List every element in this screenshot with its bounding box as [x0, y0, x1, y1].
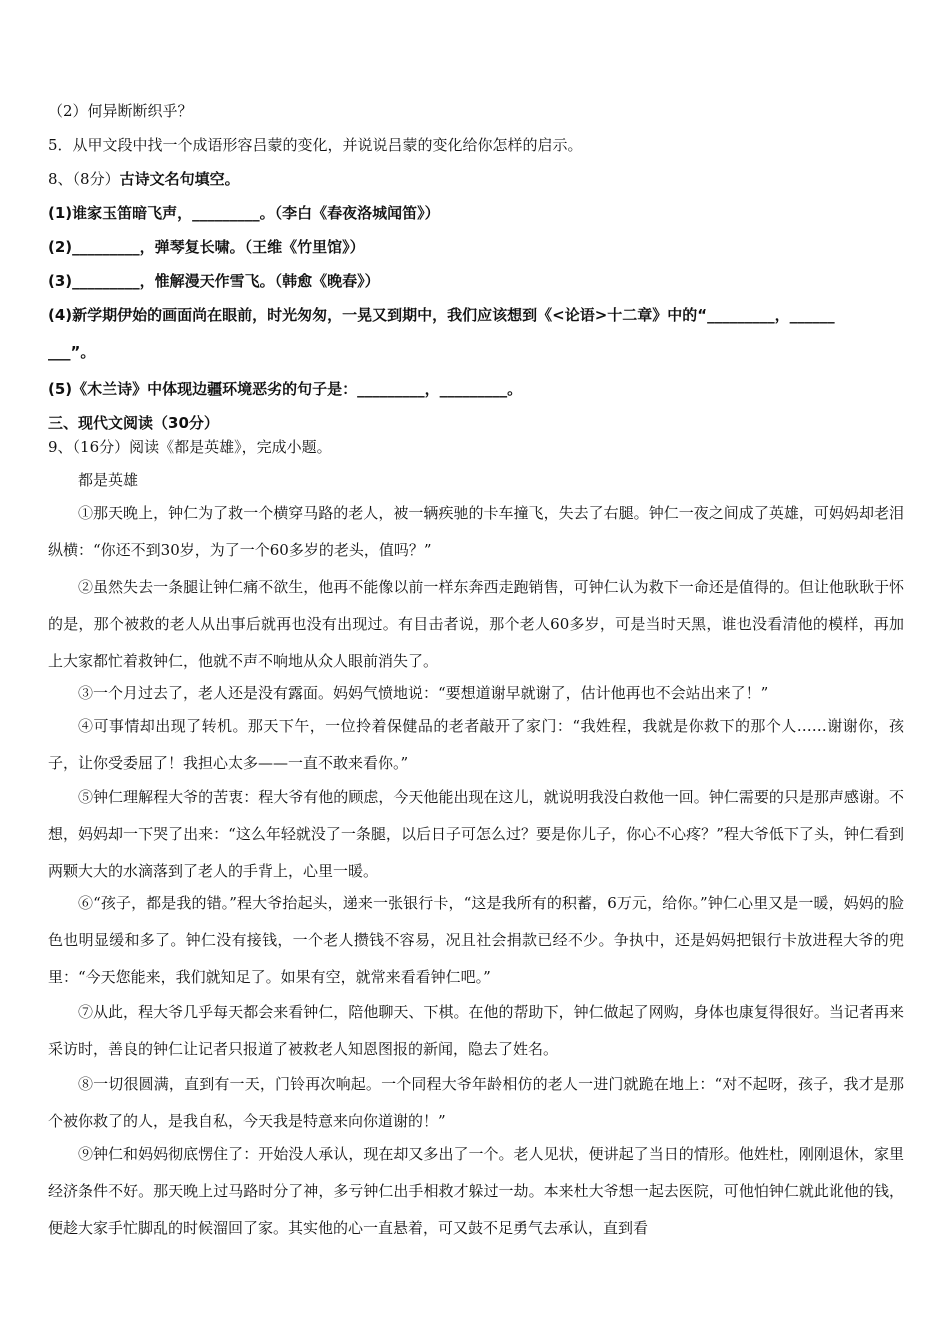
question-8-line-4: (4)新学期伊始的画面尚在眼前，时光匆匆，一晃又到期中，我们应该想到《<论语>十二章》中的“_________，______ — [48, 306, 835, 324]
question-4-2: （2）何异断断织乎？ — [48, 102, 193, 120]
story-paragraph-5: ⑤钟仁理解程大爷的苦衷：程大爷有他的顾虑，今天他能出现在这儿，就说明我没白救他一回。钟仁需要的只是那声感谢。不想，妈妈却一下哭了出来：“这么年轻就没了一条腿，以后日子可怎么过？要是你儿子，你心不心疼？”程大爷低下了头，钟仁看到两颗大大的水滴落到了老人的手背上，心里一暖。 — [48, 788, 904, 880]
question-8-number: 8、（8分） — [48, 170, 120, 188]
story-paragraph-3: ③一个月过去了，老人还是没有露面。妈妈气愤地说：“要想道谢早就谢了，估计他再也不会站出来了！” — [78, 684, 769, 702]
question-9-heading: 9、（16分）阅读《都是英雄》，完成小题。 — [48, 438, 332, 456]
story-paragraph-7: ⑦从此，程大爷几乎每天都会来看钟仁，陪他聊天、下棋。在他的帮助下，钟仁做起了网购，身体也康复得很好。当记者再来采访时，善良的钟仁让记者只报道了被救老人知恩图报的新闻，隐去了姓名。 — [48, 1003, 904, 1058]
question-8-line-3: (3)_________，惟解漫天作雪飞。（韩愈《晚春》） — [48, 272, 380, 290]
question-8-line-5: (5)《木兰诗》中体现边疆环境恶劣的句子是：_________，_________。 — [48, 380, 523, 398]
story-paragraph-6: ⑥“孩子，都是我的错。”程大爷抬起头，递来一张银行卡，“这是我所有的积蓄，6万元，给你。”钟仁心里又是一暖，妈妈的脸色也明显缓和多了。钟仁没有接钱，一个老人攒钱不容易，况且社会捐款已经不少。争执中，还是妈妈把银行卡放进程大爷的兜里：“今天您能来，我们就知足了。如果有空，就常来看看钟仁吧。” — [48, 894, 904, 986]
question-8-line-4-continued: ___”。 — [48, 343, 96, 361]
story-title: 都是英雄 — [78, 471, 139, 489]
story-paragraph-9: ⑨钟仁和妈妈彻底愣住了：开始没人承认，现在却又多出了一个。老人见状，便讲起了当日的情形。他姓杜，刚刚退休，家里经济条件不好。那天晚上过马路时分了神，多亏钟仁出手相救才躲过一劫。本来杜大爷想一起去医院，可他怕钟仁就此讹他的钱，便趁大家手忙脚乱的时候溜回了家。其实他的心一直悬着，可又鼓不足勇气去承认，直到看 — [48, 1145, 904, 1237]
question-8-heading — [48, 168, 240, 189]
story-paragraph-8: ⑧一切很圆满，直到有一天，门铃再次响起。一个同程大爷年龄相仿的老人一进门就跪在地上：“对不起呀，孩子，我才是那个被你救了的人，是我自私，今天我是特意来向你道谢的！” — [48, 1075, 904, 1130]
story-paragraph-1: ①那天晚上，钟仁为了救一个横穿马路的老人，被一辆疾驰的卡车撞飞，失去了右腿。钟仁一夜之间成了英雄，可妈妈却老泪纵横：“你还不到30岁，为了一个60多岁的老头，值吗？” — [48, 504, 904, 559]
question-5: 5．从甲文段中找一个成语形容吕蒙的变化，并说说吕蒙的变化给你怎样的启示。 — [48, 136, 583, 154]
story-paragraph-4: ④可事情却出现了转机。那天下午，一位拎着保健品的老者敲开了家门：“我姓程，我就是你救下的那个人……谢谢你，孩子，让你受委屈了！我担心太多——一直不敢来看你。” — [48, 717, 904, 772]
question-8-line-1: (1)谁家玉笛暗飞声，_________。（李白《春夜洛城闻笛》） — [48, 204, 440, 222]
question-8-title: 古诗文名句填空。 — [119, 170, 240, 188]
question-8-line-2: (2)_________，弹琴复长啸。（王维《竹里馆》） — [48, 238, 365, 256]
section-3-heading: 三、现代文阅读（30分） — [48, 414, 219, 432]
story-paragraph-2: ②虽然失去一条腿让钟仁痛不欲生，他再不能像以前一样东奔西走跑销售，可钟仁认为救下一命还是值得的。但让他耿耿于怀的是，那个被救的老人从出事后就再也没有出现过。有目击者说，那个老人60多岁，可是当时天黑，谁也没看清他的模样，再加上大家都忙着救钟仁，他就不声不响地从众人眼前消失了。 — [48, 578, 904, 670]
